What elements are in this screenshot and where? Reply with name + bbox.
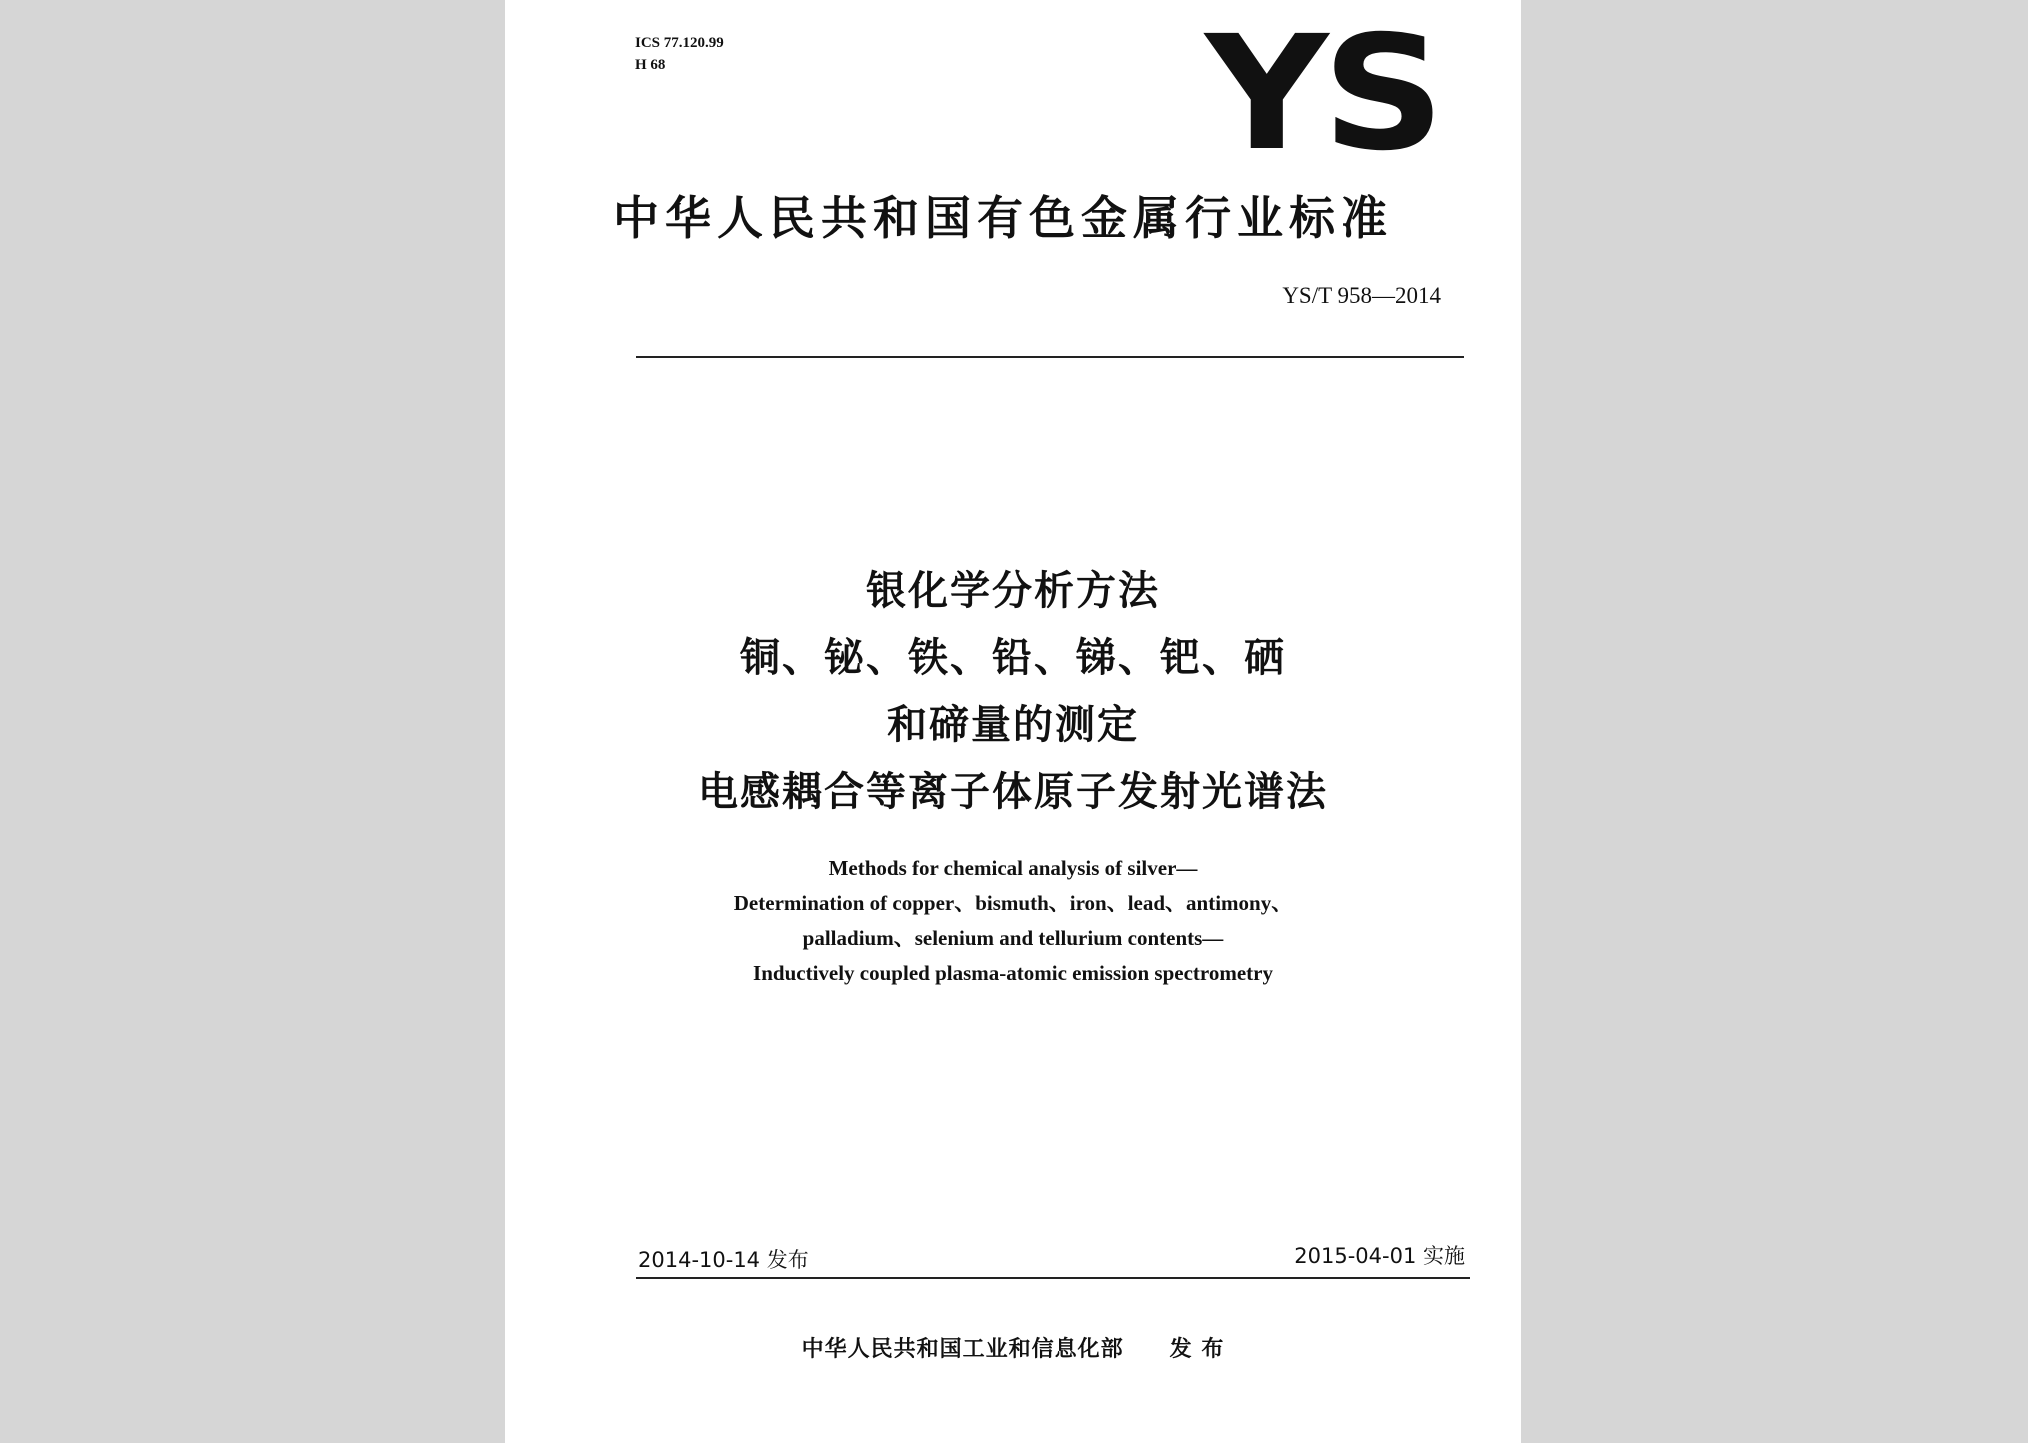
chinese-title: [505, 558, 1521, 826]
header-divider: [636, 356, 1464, 358]
standard-code: YS/T 958—2014: [1282, 283, 1441, 308]
issue-date: 2014-10-14 发布: [638, 1248, 809, 1272]
chinese-title-line-3: 和碲量的测定: [887, 702, 1139, 748]
english-title: [505, 851, 1521, 991]
implementation-date: 2015-04-01 实施: [1294, 1244, 1465, 1268]
document-page: [505, 0, 1521, 1443]
chinese-title-line-1: 银化学分析方法: [866, 568, 1160, 614]
english-title-line-1: Methods for chemical analysis of silver—: [828, 856, 1198, 880]
chinese-title-line-4: 电感耦合等离子体原子发射光谱法: [698, 769, 1328, 815]
english-title-line-3: palladium、selenium and tellurium contents—: [802, 926, 1224, 950]
publisher-line: [505, 1332, 1521, 1363]
publisher-name: 中华人民共和国工业和信息化部: [801, 1337, 1124, 1362]
standard-category-title: 中华人民共和国有色金属行业标准: [613, 191, 1393, 245]
ys-logo: YS: [1205, 2, 1439, 186]
chinese-title-line-2: 铜、铋、铁、铅、锑、钯、硒: [740, 635, 1286, 681]
publish-action: 发 布: [1169, 1337, 1225, 1362]
ics-code: ICS 77.120.99: [635, 35, 724, 51]
footer-divider: [636, 1277, 1470, 1279]
classification-codes: [635, 32, 724, 76]
english-title-line-4: Inductively coupled plasma-atomic emission spectrometry: [753, 961, 1273, 985]
english-title-line-2: Determination of copper、bismuth、iron、lead、antimony、: [733, 891, 1293, 915]
ccs-code: H 68: [635, 57, 666, 73]
